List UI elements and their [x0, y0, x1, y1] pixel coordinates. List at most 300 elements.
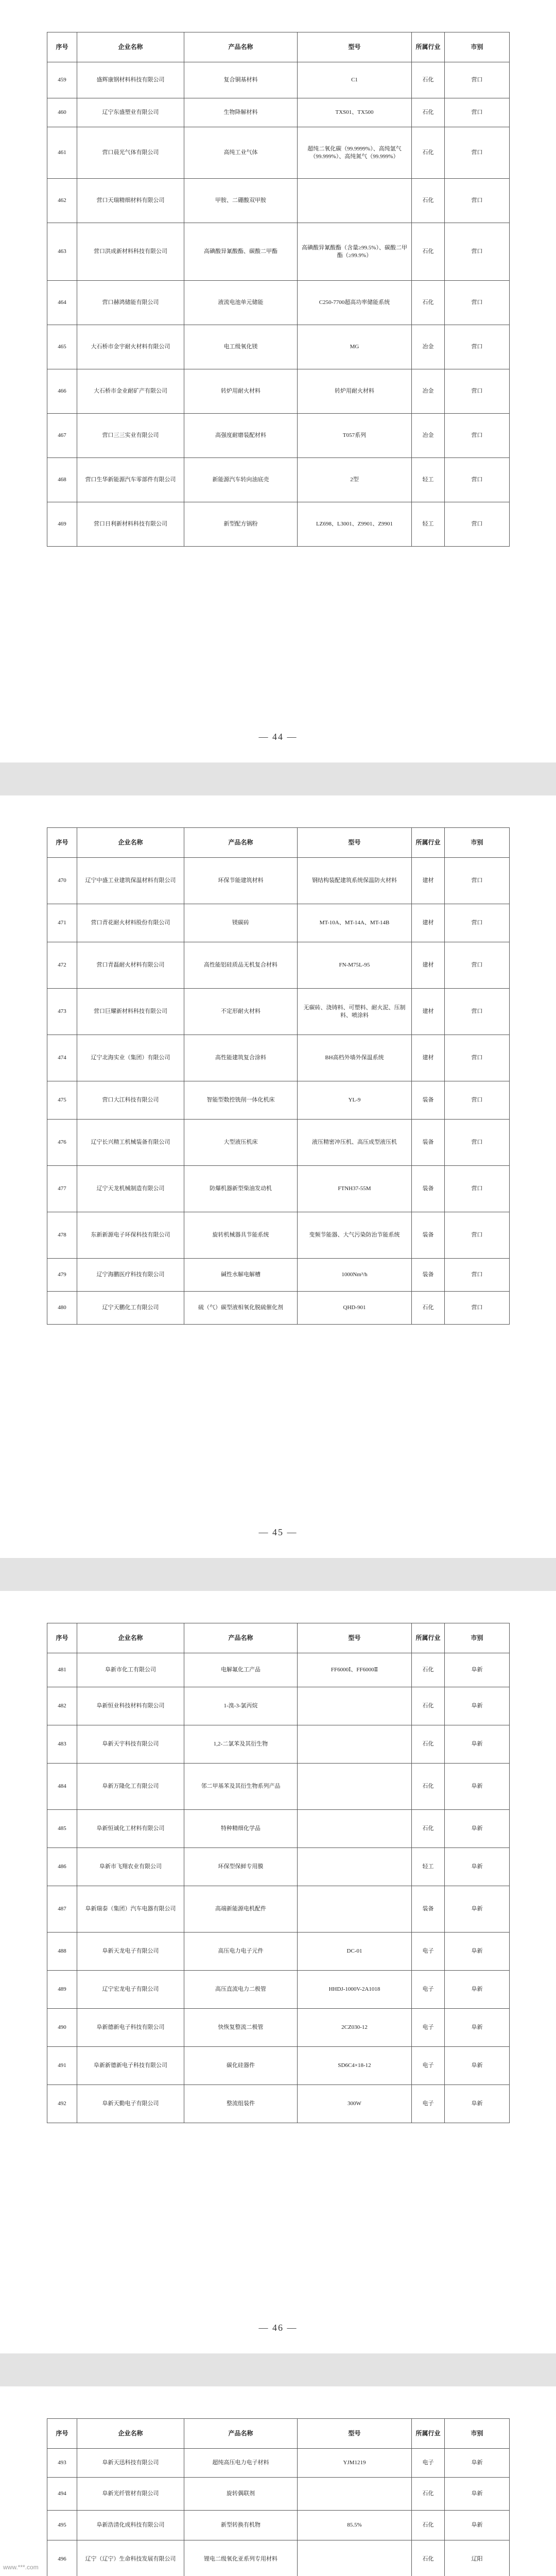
industry-cell: 轻工 — [412, 458, 445, 502]
serial-cell: 485 — [47, 1810, 77, 1848]
company-cell: 营口洪成新材料科技有限公司 — [77, 223, 184, 281]
company-cell: 辽宁宏龙电子有限公司 — [77, 1971, 184, 2009]
model-cell: FN-M75L-95 — [298, 942, 412, 989]
table-row — [47, 1035, 510, 1081]
serial-cell: 495 — [47, 2511, 77, 2540]
header-model: 型号 — [298, 828, 412, 858]
city-cell: 营口 — [445, 62, 510, 98]
header-serial: 序号 — [47, 1623, 77, 1653]
header-industry: 所属行业 — [412, 828, 445, 858]
product-cell: 不定形耐火材料 — [184, 989, 298, 1035]
serial-cell: 492 — [47, 2085, 77, 2123]
page-separator — [0, 1558, 556, 1591]
model-cell: 无碳砖、浇铸料、可塑料、耐火泥、压制料、喷涂料 — [298, 989, 412, 1035]
model-cell: FF6000Ⅰ、FF6000Ⅱ — [298, 1653, 412, 1687]
city-cell: 营口 — [445, 458, 510, 502]
table-header — [47, 1623, 510, 1653]
city-cell: 阜新 — [445, 2449, 510, 2478]
industry-cell: 建材 — [412, 904, 445, 942]
company-cell: 东新新源电子环保科技有限公司 — [77, 1212, 184, 1259]
serial-cell: 475 — [47, 1081, 77, 1120]
header-serial: 序号 — [47, 32, 77, 62]
industry-cell: 电子 — [412, 1971, 445, 2009]
header-company: 企业名称 — [77, 1623, 184, 1653]
serial-cell: 479 — [47, 1259, 77, 1292]
industry-cell: 石化 — [412, 223, 445, 281]
company-cell: 阜新天龙电子有限公司 — [77, 1933, 184, 1971]
model-cell: YJM1219 — [298, 2449, 412, 2478]
industry-cell: 石化 — [412, 1764, 445, 1810]
product-cell: 快恢复整流二极管 — [184, 2009, 298, 2047]
product-cell: 甲胺、二硼酸双甲胺 — [184, 179, 298, 223]
city-cell: 阜新 — [445, 2009, 510, 2047]
serial-cell: 470 — [47, 858, 77, 904]
header-company: 企业名称 — [77, 32, 184, 62]
product-cell: 新型配方锅粉 — [184, 502, 298, 547]
company-cell: 阜新市化工有限公司 — [77, 1653, 184, 1687]
industry-cell: 石化 — [412, 2540, 445, 2576]
serial-cell: 466 — [47, 369, 77, 414]
city-cell: 阜新 — [445, 2047, 510, 2085]
product-cell: 复合铜基材料 — [184, 62, 298, 98]
table-row — [47, 502, 510, 547]
model-cell — [298, 179, 412, 223]
city-cell: 阜新 — [445, 1848, 510, 1886]
table-row — [47, 1764, 510, 1810]
serial-cell: 480 — [47, 1292, 77, 1325]
table-row — [47, 1687, 510, 1725]
industry-cell: 建材 — [412, 989, 445, 1035]
product-cell: 旋转机械器具节能系统 — [184, 1212, 298, 1259]
company-cell: 营口天瑞精细材料有限公司 — [77, 179, 184, 223]
product-cell: 高端新能源电机配件 — [184, 1886, 298, 1933]
company-cell: 营口大江科技有限公司 — [77, 1081, 184, 1120]
product-cell: 1-溴-3-氯丙烷 — [184, 1687, 298, 1725]
serial-cell: 459 — [47, 62, 77, 98]
product-cell: 新型转换有机物 — [184, 2511, 298, 2540]
industry-cell: 石化 — [412, 127, 445, 179]
city-cell: 营口 — [445, 1166, 510, 1212]
product-cell: 锂电二级氧化亚系列专用材料 — [184, 2540, 298, 2576]
company-cell: 阜新德新电子科技有限公司 — [77, 2009, 184, 2047]
header-company: 企业名称 — [77, 2419, 184, 2449]
company-cell: 大石桥市金业耐矿产有限公司 — [77, 369, 184, 414]
model-cell: HHDJ-1000V-2A1018 — [298, 1971, 412, 2009]
serial-cell: 484 — [47, 1764, 77, 1810]
city-cell: 阜新 — [445, 1725, 510, 1764]
header-product: 产品名称 — [184, 1623, 298, 1653]
header-row — [47, 32, 510, 62]
product-cell: 环保节能建筑材料 — [184, 858, 298, 904]
city-cell: 营口 — [445, 325, 510, 369]
header-model: 型号 — [298, 2419, 412, 2449]
industry-cell: 装备 — [412, 1886, 445, 1933]
industry-cell: 电子 — [412, 2047, 445, 2085]
model-cell: C250-7700超高功率储能系统 — [298, 281, 412, 325]
serial-cell: 496 — [47, 2540, 77, 2576]
table-header — [47, 828, 510, 858]
product-cell: 高纯工业气体 — [184, 127, 298, 179]
model-cell: 85.5% — [298, 2511, 412, 2540]
table-body — [47, 858, 510, 1325]
table-row — [47, 223, 510, 281]
model-cell: 2型 — [298, 458, 412, 502]
company-cell: 营口巨耀新材料科技有限公司 — [77, 989, 184, 1035]
industry-cell: 冶金 — [412, 369, 445, 414]
city-cell: 营口 — [445, 127, 510, 179]
company-cell: 阜新浩清化成科技有限公司 — [77, 2511, 184, 2540]
model-cell: 钢结构装配建筑系统保温防火材料 — [298, 858, 412, 904]
document-page — [0, 0, 556, 762]
serial-cell: 461 — [47, 127, 77, 179]
industry-cell: 轻工 — [412, 502, 445, 547]
product-cell: 新能源汽车转向油底壳 — [184, 458, 298, 502]
header-row — [47, 828, 510, 858]
model-cell: 转炉用耐火材料 — [298, 369, 412, 414]
model-cell — [298, 2540, 412, 2576]
table-row — [47, 98, 510, 127]
industry-cell: 石化 — [412, 98, 445, 127]
industry-cell: 建材 — [412, 942, 445, 989]
product-cell: 环保型保鲜专用膜 — [184, 1848, 298, 1886]
city-cell: 营口 — [445, 502, 510, 547]
city-cell: 阜新 — [445, 1764, 510, 1810]
industry-cell: 装备 — [412, 1259, 445, 1292]
city-cell: 阜新 — [445, 1810, 510, 1848]
company-cell: 阜新市飞翔农业有限公司 — [77, 1848, 184, 1886]
model-cell: 变频节能器、大气污染防治节能系统 — [298, 1212, 412, 1259]
city-cell: 阜新 — [445, 2478, 510, 2511]
serial-cell: 490 — [47, 2009, 77, 2047]
city-cell: 营口 — [445, 98, 510, 127]
product-cell: 碳化硅器件 — [184, 2047, 298, 2085]
table-row — [47, 2009, 510, 2047]
company-cell: 营口日利新材料科技有限公司 — [77, 502, 184, 547]
enterprise-product-table — [47, 1623, 510, 2123]
header-industry: 所属行业 — [412, 1623, 445, 1653]
product-cell: 邻二甲基苯及其衍生物系列产品 — [184, 1764, 298, 1810]
city-cell: 营口 — [445, 904, 510, 942]
city-cell: 营口 — [445, 281, 510, 325]
model-cell: LZ698、L3001、Z9901、Z9901 — [298, 502, 412, 547]
header-row — [47, 2419, 510, 2449]
page-separator — [0, 2353, 556, 2386]
page-number: — 44 — — [258, 732, 298, 742]
serial-cell: 471 — [47, 904, 77, 942]
table-row — [47, 458, 510, 502]
serial-cell: 482 — [47, 1687, 77, 1725]
city-cell: 营口 — [445, 1081, 510, 1120]
table-row — [47, 2449, 510, 2478]
city-cell: 营口 — [445, 369, 510, 414]
company-cell: 营口赫鸿储能有限公司 — [77, 281, 184, 325]
table-row — [47, 1120, 510, 1166]
city-cell: 辽阳 — [445, 2540, 510, 2576]
table-row — [47, 904, 510, 942]
model-cell: SD6C4×18-12 — [298, 2047, 412, 2085]
enterprise-product-table — [47, 2418, 510, 2576]
industry-cell: 石化 — [412, 2511, 445, 2540]
serial-cell: 468 — [47, 458, 77, 502]
header-product: 产品名称 — [184, 2419, 298, 2449]
model-cell: C1 — [298, 62, 412, 98]
header-city: 市别 — [445, 1623, 510, 1653]
serial-cell: 494 — [47, 2478, 77, 2511]
header-model: 型号 — [298, 32, 412, 62]
city-cell: 阜新 — [445, 2085, 510, 2123]
product-cell: 高压直流电力二极管 — [184, 1971, 298, 2009]
city-cell: 营口 — [445, 1292, 510, 1325]
header-product: 产品名称 — [184, 828, 298, 858]
model-cell: MT-10A、MT-14A、MT-14B — [298, 904, 412, 942]
industry-cell: 装备 — [412, 1120, 445, 1166]
document-page — [0, 1591, 556, 2353]
page-number: — 45 — — [258, 1527, 298, 1537]
model-cell — [298, 1886, 412, 1933]
model-cell: DC-01 — [298, 1933, 412, 1971]
serial-cell: 460 — [47, 98, 77, 127]
city-cell: 营口 — [445, 989, 510, 1035]
model-cell — [298, 1725, 412, 1764]
industry-cell: 石化 — [412, 1292, 445, 1325]
serial-cell: 483 — [47, 1725, 77, 1764]
industry-cell: 石化 — [412, 1725, 445, 1764]
serial-cell: 486 — [47, 1848, 77, 1886]
product-cell: 超纯高压电力电子材料 — [184, 2449, 298, 2478]
serial-cell: 467 — [47, 414, 77, 458]
table-body — [47, 1653, 510, 2123]
table-row — [47, 858, 510, 904]
product-cell: 电工级氧化镁 — [184, 325, 298, 369]
company-cell: 辽宁天龙机械制造有限公司 — [77, 1166, 184, 1212]
industry-cell: 冶金 — [412, 325, 445, 369]
company-cell: 营口晨光气体有限公司 — [77, 127, 184, 179]
header-industry: 所属行业 — [412, 2419, 445, 2449]
product-cell: 大型液压机床 — [184, 1120, 298, 1166]
product-cell: 生物降解材料 — [184, 98, 298, 127]
company-cell: 大石桥市金宇耐火材料有限公司 — [77, 325, 184, 369]
serial-cell: 469 — [47, 502, 77, 547]
table-header — [47, 32, 510, 62]
product-cell: 转炉用耐火材料 — [184, 369, 298, 414]
table-header — [47, 2419, 510, 2449]
serial-cell: 477 — [47, 1166, 77, 1212]
city-cell: 营口 — [445, 942, 510, 989]
city-cell: 阜新 — [445, 1933, 510, 1971]
header-serial: 序号 — [47, 2419, 77, 2449]
company-cell: 辽宁北海实业（集团）有限公司 — [77, 1035, 184, 1081]
product-cell: 1,2-二氯苯及其衍生物 — [184, 1725, 298, 1764]
table-row — [47, 2047, 510, 2085]
company-cell: 阜新天迅科技有限公司 — [77, 2449, 184, 2478]
model-cell — [298, 1810, 412, 1848]
enterprise-product-table — [47, 827, 510, 1325]
product-cell: 高性能铝硅质品无机复合材料 — [184, 942, 298, 989]
city-cell: 阜新 — [445, 1886, 510, 1933]
industry-cell: 电子 — [412, 2085, 445, 2123]
company-cell: 辽宁中盛工业建筑保温材料有限公司 — [77, 858, 184, 904]
product-cell: 高碘酸异氰酸酯、碳酸二甲酯 — [184, 223, 298, 281]
model-cell: BH高档外墙外保温系统 — [298, 1035, 412, 1081]
document-page — [0, 2386, 556, 2576]
table-row — [47, 2478, 510, 2511]
product-cell: 高强度耐磨装配材料 — [184, 414, 298, 458]
header-model: 型号 — [298, 1623, 412, 1653]
table-row — [47, 989, 510, 1035]
model-cell: TXS01、TX500 — [298, 98, 412, 127]
company-cell: 辽宁海鹏医疗科技有限公司 — [77, 1259, 184, 1292]
industry-cell: 轻工 — [412, 1848, 445, 1886]
header-product: 产品名称 — [184, 32, 298, 62]
model-cell — [298, 2478, 412, 2511]
city-cell: 阜新 — [445, 2511, 510, 2540]
city-cell: 阜新 — [445, 1971, 510, 2009]
table-row — [47, 414, 510, 458]
city-cell: 阜新 — [445, 1653, 510, 1687]
model-cell: FTNH37-55M — [298, 1166, 412, 1212]
company-cell: 辽宁东盛塑业有限公司 — [77, 98, 184, 127]
product-cell: 电解氟化工产品 — [184, 1653, 298, 1687]
header-serial: 序号 — [47, 828, 77, 858]
serial-cell: 464 — [47, 281, 77, 325]
industry-cell: 石化 — [412, 1810, 445, 1848]
header-row — [47, 1623, 510, 1653]
serial-cell: 493 — [47, 2449, 77, 2478]
table-row — [47, 942, 510, 989]
table-row — [47, 2511, 510, 2540]
product-cell: 智能型数控铣削一体化机床 — [184, 1081, 298, 1120]
enterprise-product-table — [47, 32, 510, 547]
serial-cell: 489 — [47, 1971, 77, 2009]
serial-cell: 463 — [47, 223, 77, 281]
company-cell: 阜新瑞泰（集团）汽车电器有限公司 — [77, 1886, 184, 1933]
company-cell: 阜新恒诚化工材料有限公司 — [77, 1810, 184, 1848]
table-body — [47, 62, 510, 547]
industry-cell: 电子 — [412, 1933, 445, 1971]
table-row — [47, 1292, 510, 1325]
table-row — [47, 2085, 510, 2123]
product-cell: 整流组装件 — [184, 2085, 298, 2123]
company-cell: 辽宁（辽宁）生命科技发展有限公司 — [77, 2540, 184, 2576]
company-cell: 阜新新德新电子科技有限公司 — [77, 2047, 184, 2085]
table-row — [47, 1081, 510, 1120]
table-row — [47, 1259, 510, 1292]
model-cell: 1000Nm³/h — [298, 1259, 412, 1292]
industry-cell: 电子 — [412, 2009, 445, 2047]
city-cell: 营口 — [445, 414, 510, 458]
industry-cell: 石化 — [412, 1687, 445, 1725]
city-cell: 营口 — [445, 223, 510, 281]
industry-cell: 石化 — [412, 1653, 445, 1687]
model-cell: 2CZ030-12 — [298, 2009, 412, 2047]
table-row — [47, 1810, 510, 1848]
company-cell: 辽宁天鹏化工有限公司 — [77, 1292, 184, 1325]
industry-cell: 石化 — [412, 2478, 445, 2511]
serial-cell: 491 — [47, 2047, 77, 2085]
page-number: — 46 — — [258, 2323, 298, 2333]
product-cell: 防爆机器新型柴油发动机 — [184, 1166, 298, 1212]
table-row — [47, 62, 510, 98]
industry-cell: 装备 — [412, 1166, 445, 1212]
document-page — [0, 795, 556, 1558]
city-cell: 阜新 — [445, 1687, 510, 1725]
table-row — [47, 1653, 510, 1687]
model-cell: QHD-901 — [298, 1292, 412, 1325]
model-cell: 高碘酸异氰酸酯（含量≥99.5%）、碳酸二甲酯（≥99.9%） — [298, 223, 412, 281]
industry-cell: 装备 — [412, 1081, 445, 1120]
table-row — [47, 1933, 510, 1971]
product-cell: 液流电池单元储能 — [184, 281, 298, 325]
company-cell: 辽宁长兴精工机械装备有限公司 — [77, 1120, 184, 1166]
table-row — [47, 179, 510, 223]
model-cell — [298, 1848, 412, 1886]
table-row — [47, 1886, 510, 1933]
product-cell: 特种精细化学品 — [184, 1810, 298, 1848]
company-cell: 阜新天勤电子有限公司 — [77, 2085, 184, 2123]
table-row — [47, 2540, 510, 2576]
serial-cell: 473 — [47, 989, 77, 1035]
model-cell: 液压精密冲压机、高压成型液压机 — [298, 1120, 412, 1166]
model-cell: T057系列 — [298, 414, 412, 458]
watermark-text: www.***.com — [3, 2564, 39, 2571]
company-cell: 营口三三实业有限公司 — [77, 414, 184, 458]
table-row — [47, 281, 510, 325]
serial-cell: 472 — [47, 942, 77, 989]
city-cell: 营口 — [445, 1120, 510, 1166]
serial-cell: 481 — [47, 1653, 77, 1687]
model-cell: YL-9 — [298, 1081, 412, 1120]
page-separator — [0, 762, 556, 795]
model-cell: 300W — [298, 2085, 412, 2123]
company-cell: 阜新万隆化工有限公司 — [77, 1764, 184, 1810]
header-city: 市别 — [445, 2419, 510, 2449]
product-cell: 高性能建筑复合涂料 — [184, 1035, 298, 1081]
table-row — [47, 325, 510, 369]
serial-cell: 476 — [47, 1120, 77, 1166]
header-city: 市别 — [445, 828, 510, 858]
table-row — [47, 1166, 510, 1212]
company-cell: 阜新光纤管材有限公司 — [77, 2478, 184, 2511]
city-cell: 营口 — [445, 858, 510, 904]
model-cell — [298, 1764, 412, 1810]
product-cell: 镁碳砖 — [184, 904, 298, 942]
table-row — [47, 1848, 510, 1886]
city-cell: 营口 — [445, 1212, 510, 1259]
serial-cell: 462 — [47, 179, 77, 223]
header-industry: 所属行业 — [412, 32, 445, 62]
table-row — [47, 1212, 510, 1259]
city-cell: 营口 — [445, 1259, 510, 1292]
company-cell: 盛辉康钢材料科技有限公司 — [77, 62, 184, 98]
model-cell: MG — [298, 325, 412, 369]
serial-cell: 488 — [47, 1933, 77, 1971]
table-row — [47, 369, 510, 414]
serial-cell: 465 — [47, 325, 77, 369]
industry-cell: 建材 — [412, 858, 445, 904]
header-city: 市别 — [445, 32, 510, 62]
table-body — [47, 2449, 510, 2576]
header-company: 企业名称 — [77, 828, 184, 858]
company-cell: 营口生华新能源汽车零部件有限公司 — [77, 458, 184, 502]
product-cell: 硫（气）碳型液相氧化脱硫催化剂 — [184, 1292, 298, 1325]
product-cell: 碱性水解电解槽 — [184, 1259, 298, 1292]
industry-cell: 建材 — [412, 1035, 445, 1081]
table-row — [47, 1725, 510, 1764]
table-row — [47, 127, 510, 179]
model-cell — [298, 1687, 412, 1725]
table-row — [47, 1971, 510, 2009]
industry-cell: 石化 — [412, 62, 445, 98]
